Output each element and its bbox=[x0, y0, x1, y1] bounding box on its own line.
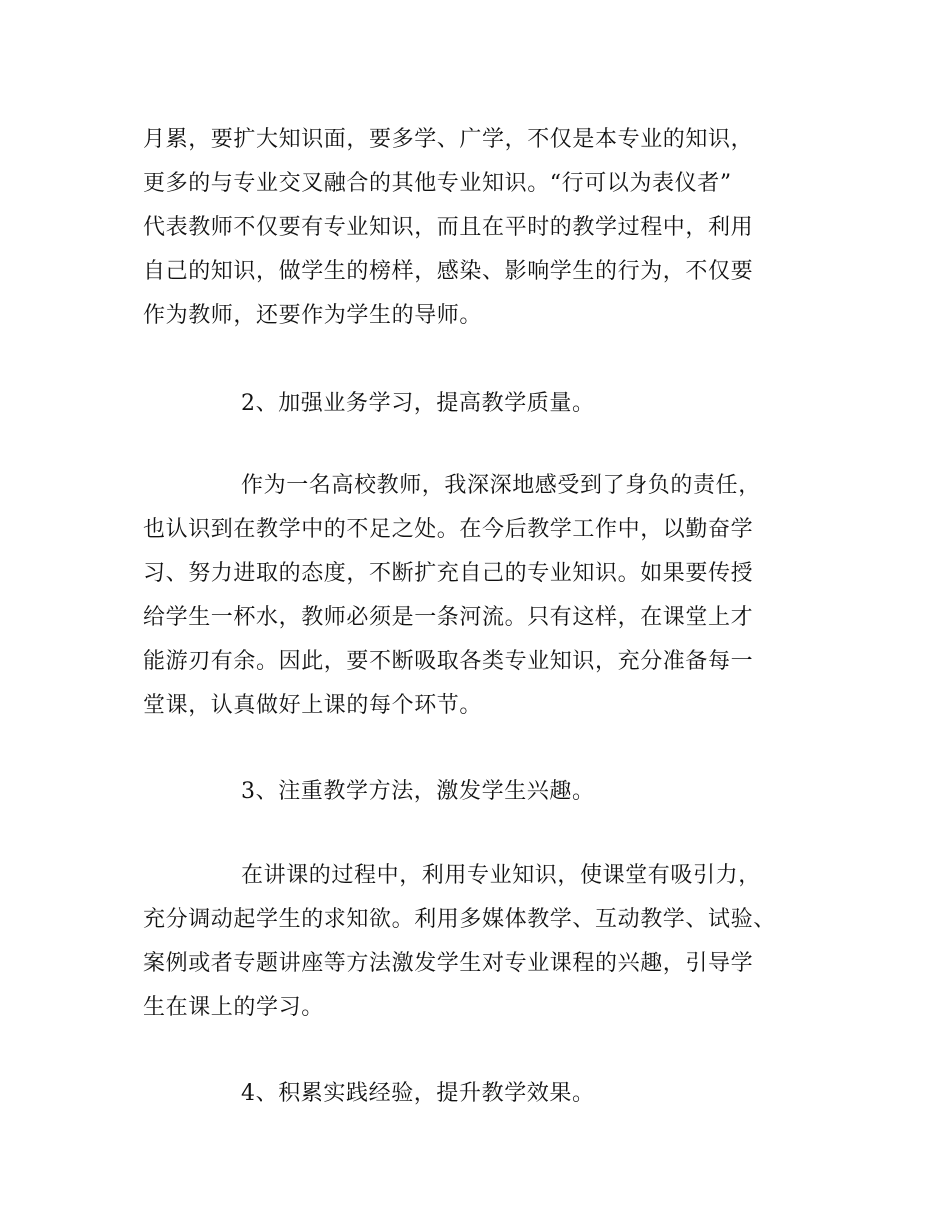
paragraph-line: 月累，要扩大知识面，要多学、广学，不仅是本专业的知识， bbox=[143, 127, 754, 152]
paragraph-line: 代表教师不仅要有专业知识，而且在平时的教学过程中，利用 bbox=[143, 215, 754, 240]
section-heading-4: 4、积累实践经验，提升教学效果。 bbox=[241, 1081, 595, 1106]
paragraph-line: 堂课，认真做好上课的每个环节。 bbox=[143, 693, 483, 718]
paragraph-line: 给学生一杯水，教师必须是一条河流。只有这样，在课堂上才 bbox=[143, 605, 754, 630]
section-heading-3: 3、注重教学方法，激发学生兴趣。 bbox=[241, 779, 595, 804]
paragraph-line: 习、努力进取的态度，不断扩充自己的专业知识。如果要传授 bbox=[143, 561, 754, 586]
paragraph-line: 作为教师，还要作为学生的导师。 bbox=[143, 303, 483, 328]
paragraph-line: 更多的与专业交叉融合的其他专业知识。“行可以为表仪者” bbox=[143, 171, 732, 196]
paragraph-line: 自己的知识，做学生的榜样，感染、影响学生的行为，不仅要 bbox=[143, 259, 754, 284]
paragraph-line: 能游刃有余。因此，要不断吸取各类专业知识，充分准备每一 bbox=[143, 649, 754, 674]
paragraph-line: 作为一名高校教师，我深深地感受到了身负的责任， bbox=[241, 473, 761, 498]
paragraph-line: 充分调动起学生的求知欲。利用多媒体教学、互动教学、试验、 bbox=[143, 907, 776, 932]
paragraph-line: 在讲课的过程中，利用专业知识，使课堂有吸引力， bbox=[241, 863, 761, 888]
paragraph-line: 也认识到在教学中的不足之处。在今后教学工作中，以勤奋学 bbox=[143, 517, 754, 542]
paragraph-line: 案例或者专题讲座等方法激发学生对专业课程的兴趣，引导学 bbox=[143, 951, 754, 976]
paragraph-line: 生在课上的学习。 bbox=[143, 995, 324, 1020]
section-heading-2: 2、加强业务学习，提高教学质量。 bbox=[241, 391, 595, 416]
